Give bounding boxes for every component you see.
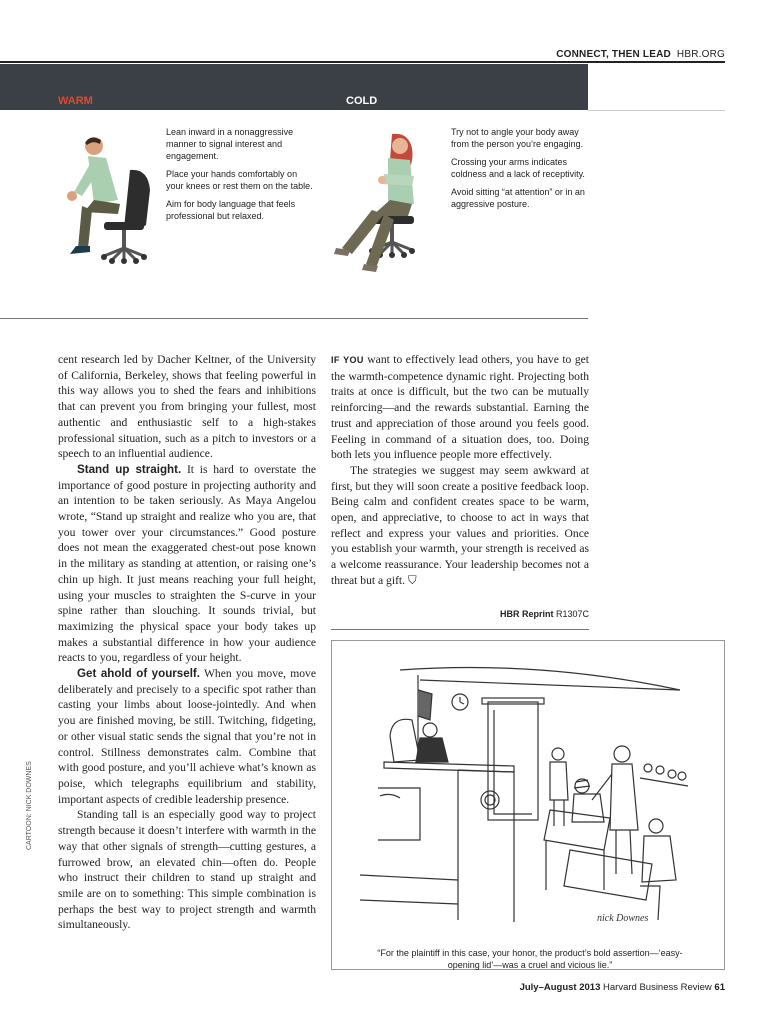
left-column [58, 352, 316, 933]
column-rule [331, 629, 589, 630]
magazine-name: Harvard Business Review [603, 982, 712, 993]
paragraph: cent research led by Dacher Keltner, of the University of California, Berkeley, shows that feeling powerful in this way allows you to shed the fears and inhibitions that can prevent you from bringing your fullest, most authentic and enthusiastic self to a high-stakes professional situation, such as a pitch to investors or a speech to an influential audience. [58, 353, 316, 461]
cold-tips [451, 126, 591, 216]
issue-date: July–August 2013 [519, 982, 601, 993]
cartoon-signature: nick Downes [597, 913, 649, 924]
section-title: CONNECT, THEN LEAD [556, 49, 671, 60]
cartoon-credit: CARTOON: NICK DOWNES [26, 761, 33, 850]
reprint-label: HBR Reprint [499, 609, 554, 619]
page-number: 61 [714, 982, 725, 993]
reprint-line [331, 609, 589, 619]
paragraph [331, 463, 589, 589]
sidebar-band-gap [588, 64, 725, 111]
subhead-stand-up-straight: Stand up straight. [77, 462, 182, 476]
warm-tip: Aim for body language that feels professional but relaxed. [166, 199, 296, 221]
cartoon-caption: “For the plaintiff in this case, your honor, the product’s bold assertion—‘easy-opening lid’—was a cruel and vicious lie.” [377, 948, 683, 970]
paragraph [58, 666, 316, 807]
site-name: HBR.ORG [676, 49, 725, 60]
cold-tip: Try not to angle your body away from the person you’re engaging. [451, 127, 584, 149]
cold-label: COLD [346, 95, 378, 107]
paragraph-text: want to effectively lead others, you have to get the warmth-competence dynamic right. Projecting both traits at once is difficult, but the two can be mutually reinforcing—and the rewards substantial. Earning the trust and appreciation of those around you feels good. Feeling in command of a situation does, too. Doing both lets you influence people more effectively. [331, 353, 589, 462]
paragraph [58, 462, 316, 666]
running-head [556, 49, 725, 60]
cold-figure-illustration [332, 130, 432, 280]
warm-tip: Place your hands comfortably on your knees or rest them on the table. [166, 169, 313, 191]
lead-in: IF YOU [331, 355, 364, 365]
paragraph-text: The strategies we suggest may seem awkward at first, but they will soon create a positive feedback loop. Being calm and confident creates space to be warm, open, and appreciative, to choose to act in ways that reflect and express your values and priorities. Once you establish your warmth, your strength is received as a welcome reassurance. Your leadership becomes not a threat but a gift. [331, 463, 589, 587]
sidebar-rule [0, 318, 588, 319]
cold-tip: Avoid sitting “at attention” or in an aggressive posture. [451, 187, 585, 209]
paragraph-text: When you move, move deliberately and precisely to a specific spot rather than casting your limbs about loose-jointedly. And when you are finished moving, be still. Twitching, fidgeting, or other visual static sends the signal that you’re not in control. Stillness demonstrates calm. Combine that with good posture, and you’ll achieve what’s known as poise, which telegraphs equilibrium and stability, important aspects of credible leadership presence. [58, 667, 316, 806]
warm-label: WARM [58, 95, 93, 107]
reprint-code: R1307C [555, 609, 589, 619]
warm-figure-illustration [60, 130, 160, 270]
right-column [331, 352, 589, 589]
warm-tip: Lean inward in a nonaggressive manner to signal interest and engagement. [166, 127, 294, 161]
end-mark-icon: ⛉ [407, 573, 417, 587]
header-rule [0, 61, 725, 63]
subhead-get-ahold: Get ahold of yourself. [77, 667, 201, 681]
courtroom-cartoon-illustration [360, 650, 690, 935]
paragraph-text: It is hard to overstate the importance of good posture in projecting authority and an intention to be taken seriously. As Maya Angelou wrote, “Stand up straight and realize who you are, that you tower over your circumstances.” Good posture does not mean the exaggerated chest-out pose known in the military as standing at attention, or raising one’s chin up high. It just means reaching your full height, using your muscles to straighten the S-curve in your spine rather than slouching. It sounds trivial, but maximizing the physical space your body takes up makes a substantial difference in how your audience reacts to you, regardless of your height. [58, 462, 317, 665]
page-footer [520, 982, 725, 993]
paragraph: Standing tall is an especially good way to project strength because it doesn’t interfere with warmth in the way that other signals of strength—cutting gestures, a furrowed brow, an elevated chin—often do. People who instruct their children to stand up straight and smile are on to something: This simple combination is perhaps the best way to project strength and warmth simultaneously. [58, 808, 316, 932]
cold-tip: Crossing your arms indicates coldness and a lack of receptivity. [451, 157, 585, 179]
warm-tips [166, 126, 316, 228]
paragraph [331, 352, 589, 463]
